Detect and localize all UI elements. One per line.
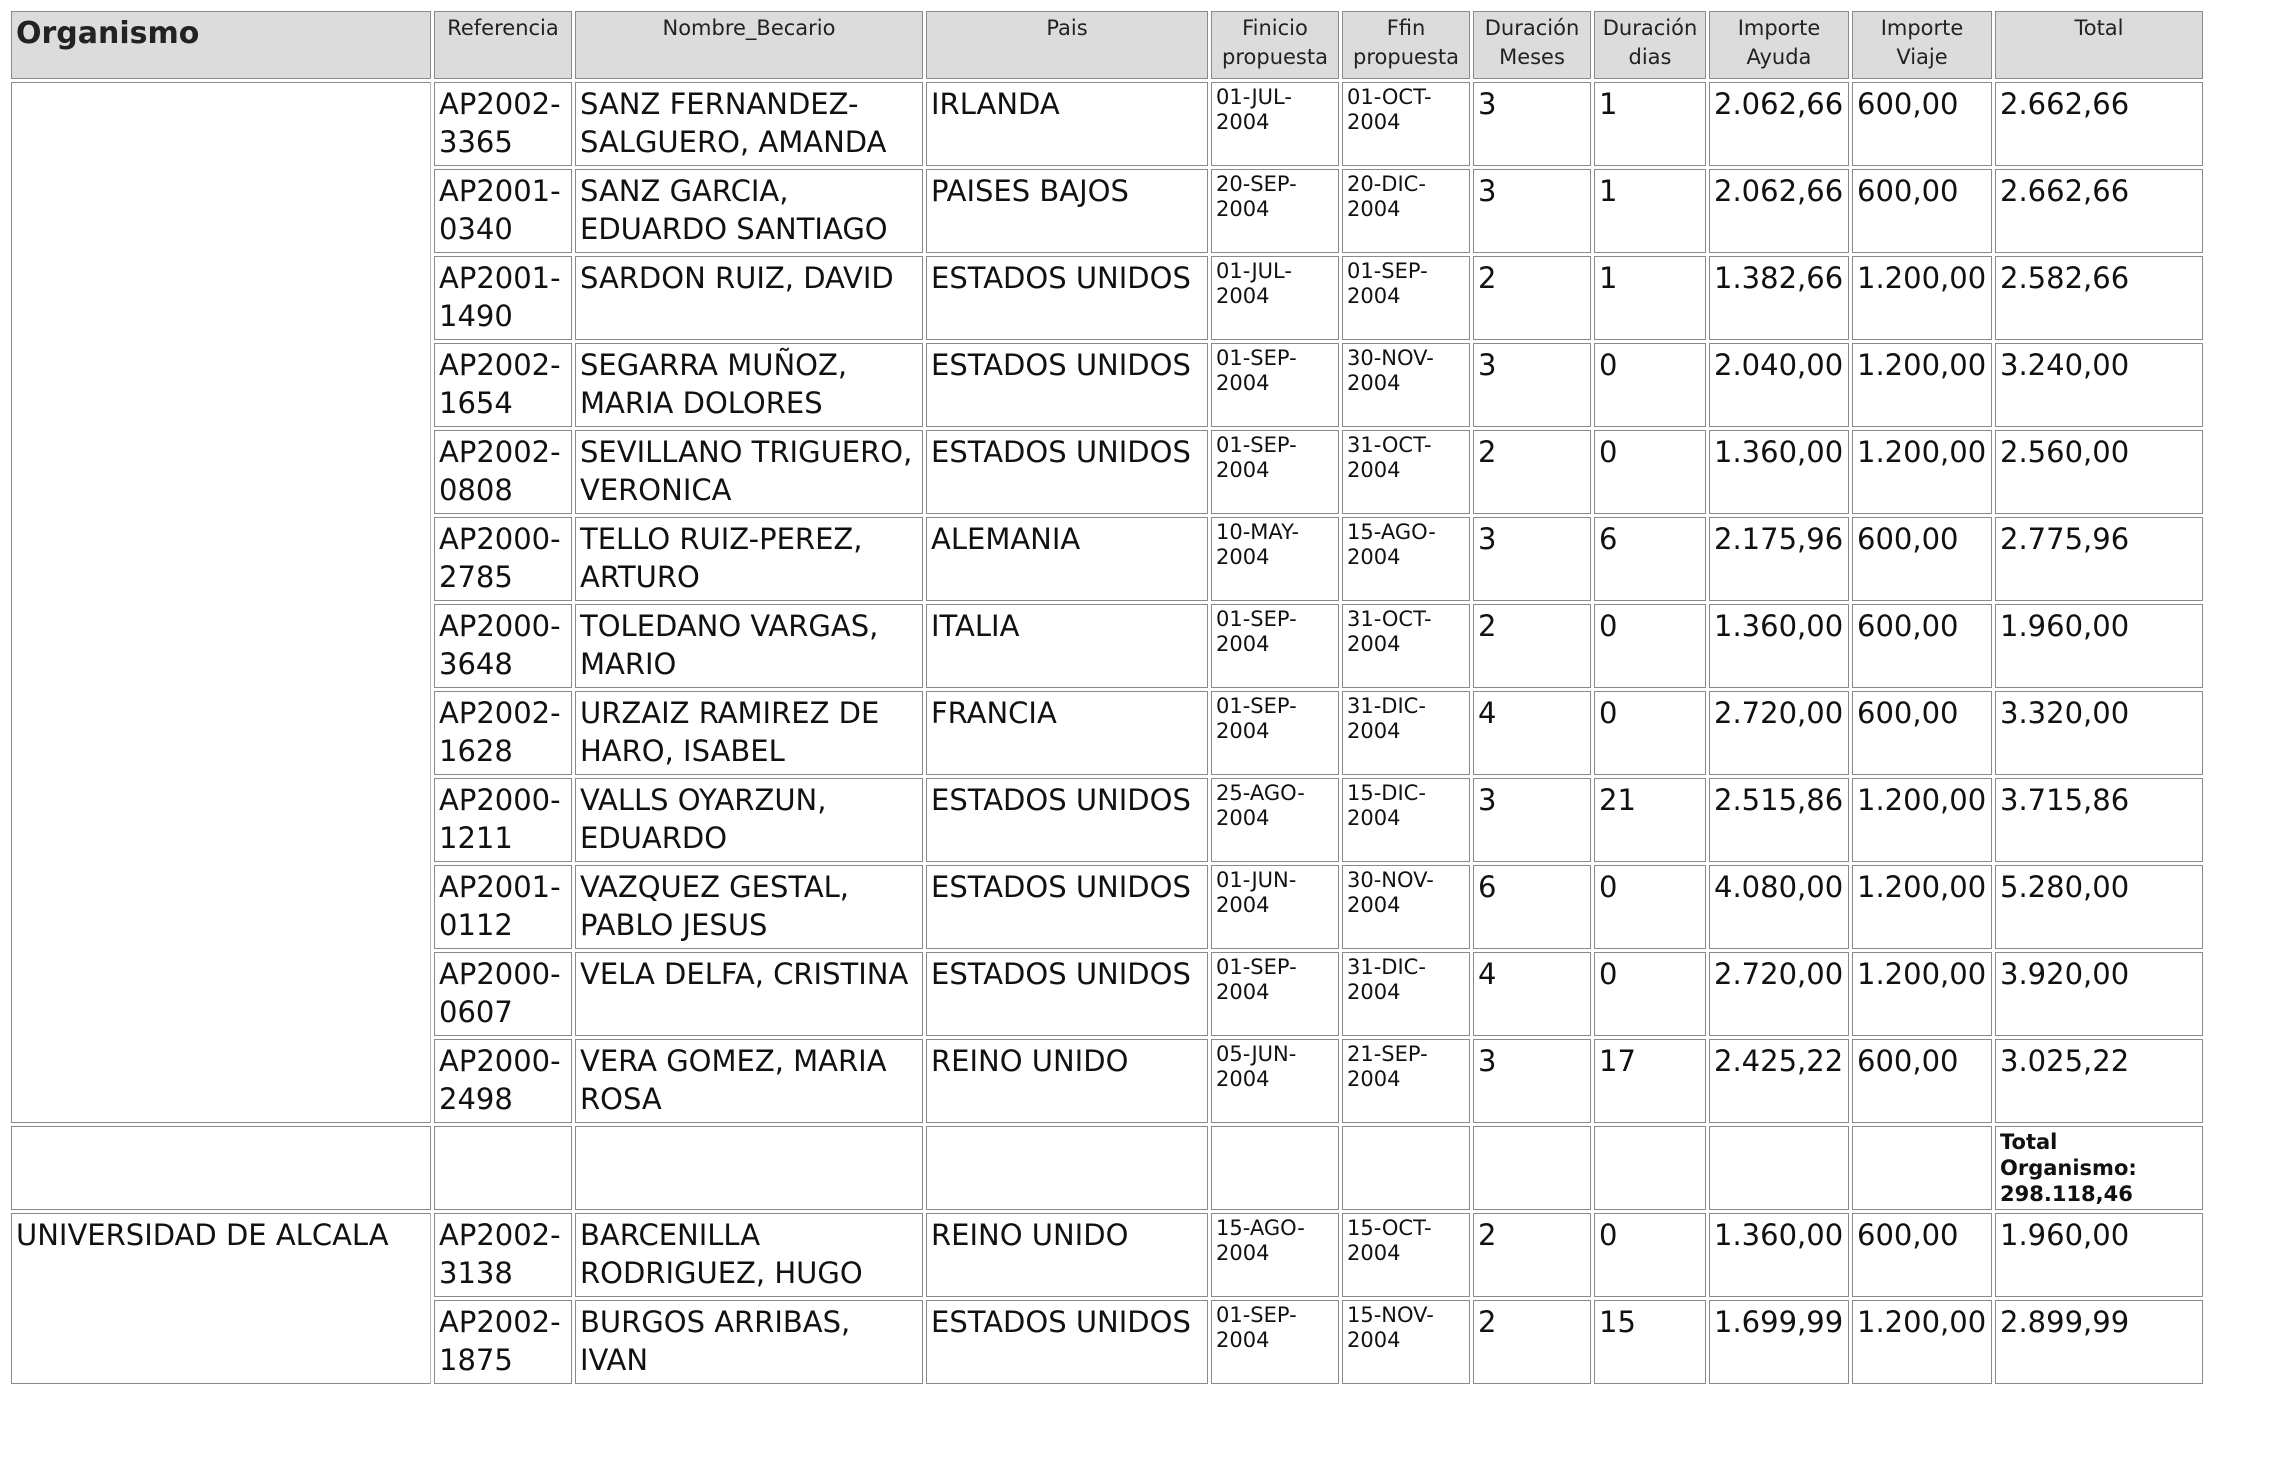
cell-pais: ESTADOS UNIDOS bbox=[926, 865, 1208, 949]
header-importe-ayuda bbox=[1709, 11, 1849, 79]
cell-importe-viaje: 1.200,00 bbox=[1852, 256, 1992, 340]
cell-duracion-dias: 0 bbox=[1594, 430, 1706, 514]
cell-referencia: AP2002-1654 bbox=[434, 343, 572, 427]
header-ffin-line1: Ffin bbox=[1386, 16, 1426, 40]
cell-duracion-meses: 2 bbox=[1473, 1300, 1591, 1384]
cell-total: 3.920,00 bbox=[1995, 952, 2203, 1036]
cell-duracion-meses: 3 bbox=[1473, 169, 1591, 253]
empty-cell bbox=[1709, 1126, 1849, 1210]
cell-finicio: 05-JUN-2004 bbox=[1211, 1039, 1339, 1123]
header-importe-viaje bbox=[1852, 11, 1992, 79]
cell-duracion-meses: 4 bbox=[1473, 952, 1591, 1036]
empty-cell bbox=[1342, 1126, 1470, 1210]
cell-duracion-meses: 3 bbox=[1473, 778, 1591, 862]
organismo-name: UNIVERSIDAD DE ALCALA bbox=[11, 1213, 431, 1384]
cell-ffin: 01-OCT-2004 bbox=[1342, 82, 1470, 166]
cell-nombre: URZAIZ RAMIREZ DE HARO, ISABEL bbox=[575, 691, 923, 775]
cell-importe-viaje: 600,00 bbox=[1852, 604, 1992, 688]
header-duracion-meses-line2: Meses bbox=[1499, 45, 1565, 69]
header-row bbox=[11, 11, 2203, 79]
cell-duracion-dias: 21 bbox=[1594, 778, 1706, 862]
cell-duracion-meses: 6 bbox=[1473, 865, 1591, 949]
cell-ffin: 31-OCT-2004 bbox=[1342, 430, 1470, 514]
total-organismo-row bbox=[11, 1126, 2203, 1210]
cell-ffin: 30-NOV-2004 bbox=[1342, 865, 1470, 949]
cell-importe-viaje: 600,00 bbox=[1852, 691, 1992, 775]
cell-pais: ESTADOS UNIDOS bbox=[926, 343, 1208, 427]
header-finicio bbox=[1211, 11, 1339, 79]
header-total: Total bbox=[1995, 11, 2203, 79]
cell-ffin: 31-DIC-2004 bbox=[1342, 952, 1470, 1036]
cell-total: 1.960,00 bbox=[1995, 1213, 2203, 1297]
cell-finicio: 01-SEP-2004 bbox=[1211, 430, 1339, 514]
cell-nombre: TELLO RUIZ-PEREZ, ARTURO bbox=[575, 517, 923, 601]
cell-referencia: AP2001-1490 bbox=[434, 256, 572, 340]
cell-duracion-dias: 6 bbox=[1594, 517, 1706, 601]
cell-importe-ayuda: 1.382,66 bbox=[1709, 256, 1849, 340]
cell-duracion-dias: 15 bbox=[1594, 1300, 1706, 1384]
cell-nombre: BURGOS ARRIBAS, IVAN bbox=[575, 1300, 923, 1384]
empty-cell bbox=[1594, 1126, 1706, 1210]
cell-pais: ESTADOS UNIDOS bbox=[926, 952, 1208, 1036]
cell-importe-ayuda: 1.360,00 bbox=[1709, 1213, 1849, 1297]
cell-nombre: VAZQUEZ GESTAL, PABLO JESUS bbox=[575, 865, 923, 949]
cell-total: 3.025,22 bbox=[1995, 1039, 2203, 1123]
cell-referencia: AP2002-1875 bbox=[434, 1300, 572, 1384]
cell-nombre: SANZ GARCIA, EDUARDO SANTIAGO bbox=[575, 169, 923, 253]
cell-duracion-dias: 0 bbox=[1594, 865, 1706, 949]
cell-nombre: SEGARRA MUÑOZ, MARIA DOLORES bbox=[575, 343, 923, 427]
header-importe-viaje-line2: Viaje bbox=[1896, 45, 1948, 69]
cell-total: 2.775,96 bbox=[1995, 517, 2203, 601]
cell-pais: ESTADOS UNIDOS bbox=[926, 1300, 1208, 1384]
header-duracion-meses bbox=[1473, 11, 1591, 79]
header-importe-ayuda-line2: Ayuda bbox=[1746, 45, 1812, 69]
cell-referencia: AP2000-0607 bbox=[434, 952, 572, 1036]
cell-total: 2.662,66 bbox=[1995, 169, 2203, 253]
cell-ffin: 15-DIC-2004 bbox=[1342, 778, 1470, 862]
header-duracion-dias-line1: Duración bbox=[1602, 16, 1698, 40]
cell-ffin: 31-OCT-2004 bbox=[1342, 604, 1470, 688]
cell-duracion-dias: 1 bbox=[1594, 82, 1706, 166]
cell-importe-viaje: 600,00 bbox=[1852, 517, 1992, 601]
cell-pais: REINO UNIDO bbox=[926, 1039, 1208, 1123]
empty-cell bbox=[434, 1126, 572, 1210]
cell-pais: PAISES BAJOS bbox=[926, 169, 1208, 253]
header-nombre-becario: Nombre_Becario bbox=[575, 11, 923, 79]
cell-nombre: SARDON RUIZ, DAVID bbox=[575, 256, 923, 340]
cell-nombre: VERA GOMEZ, MARIA ROSA bbox=[575, 1039, 923, 1123]
cell-finicio: 01-JUL-2004 bbox=[1211, 82, 1339, 166]
cell-pais: ESTADOS UNIDOS bbox=[926, 778, 1208, 862]
empty-cell bbox=[1473, 1126, 1591, 1210]
cell-pais: FRANCIA bbox=[926, 691, 1208, 775]
becarios-table bbox=[8, 8, 2206, 1387]
cell-importe-viaje: 1.200,00 bbox=[1852, 430, 1992, 514]
cell-referencia: AP2000-1211 bbox=[434, 778, 572, 862]
cell-duracion-meses: 2 bbox=[1473, 1213, 1591, 1297]
cell-referencia: AP2001-0340 bbox=[434, 169, 572, 253]
cell-ffin: 15-NOV-2004 bbox=[1342, 1300, 1470, 1384]
cell-referencia: AP2002-3138 bbox=[434, 1213, 572, 1297]
cell-duracion-meses: 4 bbox=[1473, 691, 1591, 775]
cell-finicio: 01-SEP-2004 bbox=[1211, 691, 1339, 775]
cell-importe-viaje: 600,00 bbox=[1852, 1039, 1992, 1123]
cell-nombre: VELA DELFA, CRISTINA bbox=[575, 952, 923, 1036]
cell-importe-ayuda: 2.062,66 bbox=[1709, 169, 1849, 253]
header-organismo: Organismo bbox=[11, 11, 431, 79]
cell-ffin: 01-SEP-2004 bbox=[1342, 256, 1470, 340]
header-duracion-meses-line1: Duración bbox=[1484, 16, 1580, 40]
cell-finicio: 01-SEP-2004 bbox=[1211, 343, 1339, 427]
cell-total: 2.560,00 bbox=[1995, 430, 2203, 514]
cell-referencia: AP2002-0808 bbox=[434, 430, 572, 514]
organismo-cell bbox=[11, 82, 431, 1123]
empty-cell bbox=[1852, 1126, 1992, 1210]
cell-importe-ayuda: 1.360,00 bbox=[1709, 604, 1849, 688]
cell-duracion-dias: 0 bbox=[1594, 691, 1706, 775]
cell-total: 5.280,00 bbox=[1995, 865, 2203, 949]
header-ffin-line2: propuesta bbox=[1353, 45, 1459, 69]
cell-referencia: AP2002-1628 bbox=[434, 691, 572, 775]
cell-referencia: AP2000-2785 bbox=[434, 517, 572, 601]
cell-total: 3.715,86 bbox=[1995, 778, 2203, 862]
cell-finicio: 01-JUL-2004 bbox=[1211, 256, 1339, 340]
cell-total: 2.662,66 bbox=[1995, 82, 2203, 166]
cell-total: 2.899,99 bbox=[1995, 1300, 2203, 1384]
cell-importe-ayuda: 2.040,00 bbox=[1709, 343, 1849, 427]
cell-nombre: BARCENILLA RODRIGUEZ, HUGO bbox=[575, 1213, 923, 1297]
total-organismo-label: Total Organismo: bbox=[2000, 1130, 2137, 1180]
header-pais: Pais bbox=[926, 11, 1208, 79]
cell-importe-ayuda: 2.720,00 bbox=[1709, 691, 1849, 775]
cell-importe-ayuda: 2.515,86 bbox=[1709, 778, 1849, 862]
cell-pais: ESTADOS UNIDOS bbox=[926, 256, 1208, 340]
cell-total: 3.320,00 bbox=[1995, 691, 2203, 775]
cell-importe-viaje: 600,00 bbox=[1852, 169, 1992, 253]
cell-nombre: TOLEDANO VARGAS, MARIO bbox=[575, 604, 923, 688]
header-ffin bbox=[1342, 11, 1470, 79]
cell-importe-ayuda: 2.425,22 bbox=[1709, 1039, 1849, 1123]
cell-pais: ESTADOS UNIDOS bbox=[926, 430, 1208, 514]
cell-finicio: 25-AGO-2004 bbox=[1211, 778, 1339, 862]
cell-duracion-dias: 0 bbox=[1594, 604, 1706, 688]
cell-importe-viaje: 1.200,00 bbox=[1852, 1300, 1992, 1384]
header-finicio-line2: propuesta bbox=[1222, 45, 1328, 69]
cell-pais: ITALIA bbox=[926, 604, 1208, 688]
cell-referencia: AP2000-2498 bbox=[434, 1039, 572, 1123]
cell-importe-ayuda: 1.699,99 bbox=[1709, 1300, 1849, 1384]
cell-duracion-meses: 3 bbox=[1473, 1039, 1591, 1123]
cell-total: 1.960,00 bbox=[1995, 604, 2203, 688]
cell-duracion-meses: 3 bbox=[1473, 82, 1591, 166]
cell-importe-viaje: 600,00 bbox=[1852, 82, 1992, 166]
cell-duracion-dias: 1 bbox=[1594, 169, 1706, 253]
empty-cell bbox=[11, 1126, 431, 1210]
cell-duracion-meses: 2 bbox=[1473, 430, 1591, 514]
cell-importe-ayuda: 2.062,66 bbox=[1709, 82, 1849, 166]
cell-duracion-meses: 2 bbox=[1473, 256, 1591, 340]
header-finicio-line1: Finicio bbox=[1242, 16, 1308, 40]
cell-duracion-meses: 3 bbox=[1473, 517, 1591, 601]
cell-finicio: 01-JUN-2004 bbox=[1211, 865, 1339, 949]
table-row bbox=[11, 82, 2203, 166]
cell-importe-ayuda: 4.080,00 bbox=[1709, 865, 1849, 949]
cell-importe-ayuda: 1.360,00 bbox=[1709, 430, 1849, 514]
cell-importe-viaje: 1.200,00 bbox=[1852, 952, 1992, 1036]
cell-finicio: 01-SEP-2004 bbox=[1211, 604, 1339, 688]
cell-duracion-dias: 0 bbox=[1594, 952, 1706, 1036]
cell-importe-ayuda: 2.175,96 bbox=[1709, 517, 1849, 601]
cell-ffin: 21-SEP-2004 bbox=[1342, 1039, 1470, 1123]
cell-pais: REINO UNIDO bbox=[926, 1213, 1208, 1297]
cell-duracion-dias: 17 bbox=[1594, 1039, 1706, 1123]
cell-nombre: SANZ FERNANDEZ-SALGUERO, AMANDA bbox=[575, 82, 923, 166]
cell-finicio: 01-SEP-2004 bbox=[1211, 952, 1339, 1036]
cell-duracion-meses: 3 bbox=[1473, 343, 1591, 427]
cell-finicio: 01-SEP-2004 bbox=[1211, 1300, 1339, 1384]
cell-importe-viaje: 600,00 bbox=[1852, 1213, 1992, 1297]
cell-pais: IRLANDA bbox=[926, 82, 1208, 166]
cell-importe-viaje: 1.200,00 bbox=[1852, 865, 1992, 949]
header-duracion-dias-line2: dias bbox=[1628, 45, 1672, 69]
cell-finicio: 15-AGO-2004 bbox=[1211, 1213, 1339, 1297]
cell-ffin: 31-DIC-2004 bbox=[1342, 691, 1470, 775]
cell-referencia: AP2002-3365 bbox=[434, 82, 572, 166]
cell-importe-viaje: 1.200,00 bbox=[1852, 778, 1992, 862]
cell-ffin: 15-AGO-2004 bbox=[1342, 517, 1470, 601]
cell-duracion-dias: 0 bbox=[1594, 1213, 1706, 1297]
cell-finicio: 10-MAY-2004 bbox=[1211, 517, 1339, 601]
cell-duracion-dias: 1 bbox=[1594, 256, 1706, 340]
cell-referencia: AP2000-3648 bbox=[434, 604, 572, 688]
cell-finicio: 20-SEP-2004 bbox=[1211, 169, 1339, 253]
cell-importe-ayuda: 2.720,00 bbox=[1709, 952, 1849, 1036]
empty-cell bbox=[575, 1126, 923, 1210]
header-importe-ayuda-line1: Importe bbox=[1737, 16, 1821, 40]
cell-ffin: 30-NOV-2004 bbox=[1342, 343, 1470, 427]
cell-nombre: VALLS OYARZUN, EDUARDO bbox=[575, 778, 923, 862]
cell-total: 3.240,00 bbox=[1995, 343, 2203, 427]
header-duracion-dias bbox=[1594, 11, 1706, 79]
cell-duracion-meses: 2 bbox=[1473, 604, 1591, 688]
header-referencia: Referencia bbox=[434, 11, 572, 79]
cell-referencia: AP2001-0112 bbox=[434, 865, 572, 949]
cell-importe-viaje: 1.200,00 bbox=[1852, 343, 1992, 427]
header-importe-viaje-line1: Importe bbox=[1880, 16, 1964, 40]
cell-ffin: 20-DIC-2004 bbox=[1342, 169, 1470, 253]
cell-duracion-dias: 0 bbox=[1594, 343, 1706, 427]
total-organismo-value: 298.118,46 bbox=[2000, 1182, 2133, 1206]
total-organismo-cell bbox=[1995, 1126, 2203, 1210]
cell-total: 2.582,66 bbox=[1995, 256, 2203, 340]
cell-nombre: SEVILLANO TRIGUERO, VERONICA bbox=[575, 430, 923, 514]
cell-ffin: 15-OCT-2004 bbox=[1342, 1213, 1470, 1297]
empty-cell bbox=[926, 1126, 1208, 1210]
empty-cell bbox=[1211, 1126, 1339, 1210]
table-row bbox=[11, 1213, 2203, 1297]
cell-pais: ALEMANIA bbox=[926, 517, 1208, 601]
